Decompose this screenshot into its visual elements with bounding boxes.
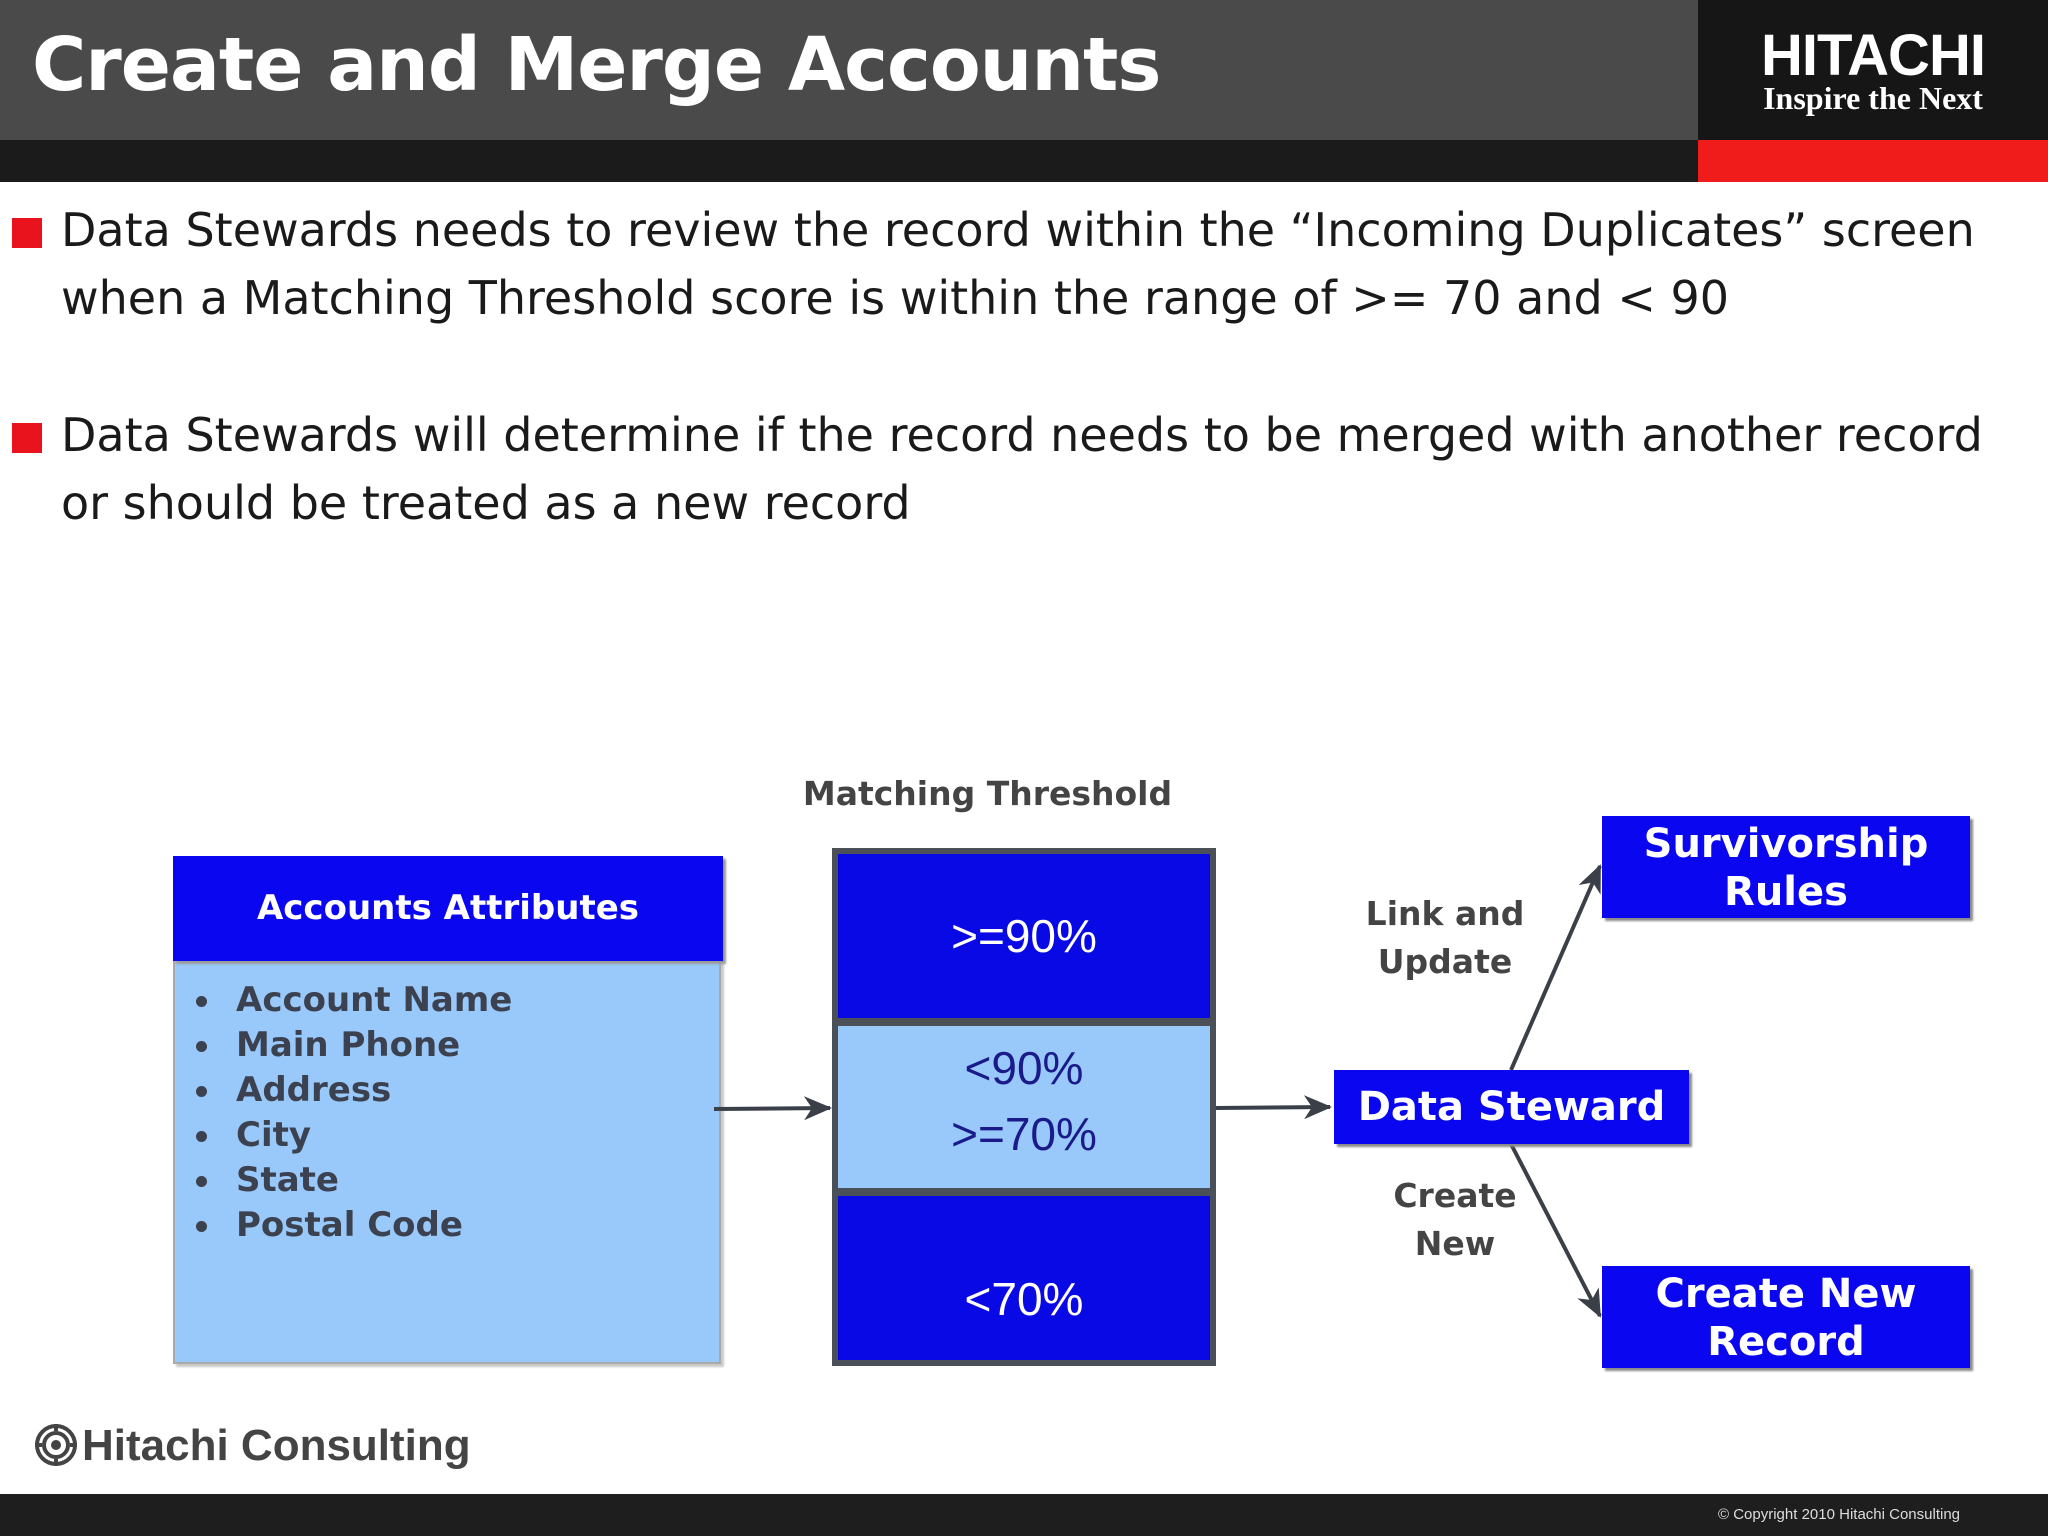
attribute-item: Postal Code bbox=[196, 1203, 512, 1248]
arrow-threshold-to-steward bbox=[1216, 1107, 1330, 1108]
link-label-line2: Update bbox=[1377, 942, 1513, 981]
survivorship-line1: Survivorship bbox=[1643, 821, 1929, 867]
attribute-item: Account Name bbox=[196, 978, 512, 1023]
page-title: Create and Merge Accounts bbox=[32, 22, 1161, 108]
create-new-record-box bbox=[1602, 1266, 1970, 1368]
threshold-mid-upper: <90% bbox=[964, 1042, 1084, 1094]
link-label-line1: Link and bbox=[1365, 894, 1525, 933]
attribute-item: State bbox=[196, 1158, 512, 1203]
logo-tagline: Inspire the Next bbox=[1763, 80, 1983, 116]
survivorship-line2: Rules bbox=[1724, 869, 1848, 915]
create-record-line2: Record bbox=[1707, 1319, 1865, 1365]
arrow-attributes-to-threshold bbox=[714, 1108, 830, 1109]
bullet-text: Data Stewards needs to review the record within the “Incoming Duplicates” screen when a Matching Threshold score is within the range of >= 70 and < 90 bbox=[61, 203, 1975, 325]
threshold-high-segment: >=90% bbox=[838, 854, 1210, 1018]
accounts-attributes-header: Accounts Attributes bbox=[173, 856, 723, 961]
matching-threshold-label: Matching Threshold bbox=[802, 774, 1173, 813]
hitachi-consulting-logo bbox=[34, 1420, 471, 1472]
attribute-item: Address bbox=[196, 1068, 512, 1113]
create-label-line2: New bbox=[1414, 1224, 1496, 1263]
threshold-low-segment: <70% bbox=[838, 1196, 1210, 1360]
data-steward-box: Data Steward bbox=[1334, 1070, 1689, 1144]
bullet-text: Data Stewards will determine if the record needs to be merged with another record or should be treated as a new record bbox=[61, 408, 1983, 530]
attribute-item: Main Phone bbox=[196, 1023, 512, 1068]
survivorship-rules-box bbox=[1602, 816, 1970, 918]
logo-wordmark: HITACHI bbox=[1761, 23, 1985, 88]
threshold-mid-lower: >=70% bbox=[951, 1108, 1097, 1160]
attribute-item: City bbox=[196, 1113, 512, 1158]
link-and-update-label bbox=[1340, 890, 1550, 986]
hitachi-consulting-mark-icon bbox=[34, 1423, 78, 1467]
company-name: Hitachi Consulting bbox=[82, 1421, 471, 1470]
create-new-label bbox=[1350, 1172, 1560, 1268]
copyright-text: © Copyright 2010 Hitachi Consulting bbox=[1717, 1506, 1960, 1523]
create-record-line1: Create New bbox=[1655, 1271, 1917, 1317]
create-label-line1: Create bbox=[1393, 1176, 1517, 1215]
